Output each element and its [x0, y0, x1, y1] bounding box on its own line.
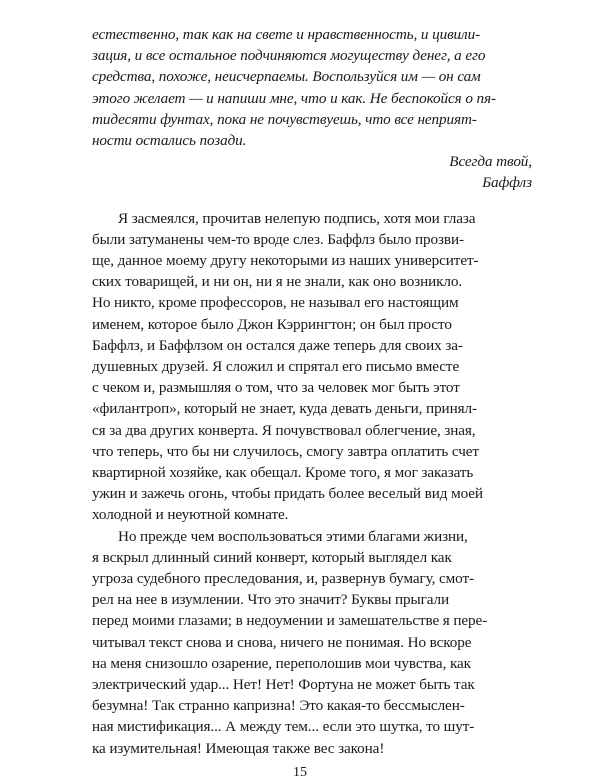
letter-line: тидесяти фунтах, пока не почувствуешь, что все неприят-: [92, 110, 477, 128]
paragraph-line: именем, которое было Джон Кэррингтон; он был просто: [92, 315, 452, 333]
letter-signature: Баффлз: [482, 174, 532, 192]
letter-line: зация, и все остальное подчиняются могуществу денег, а его: [92, 47, 486, 65]
letter-line: средства, похоже, неисчерпаемы. Воспользуйся им — он сам: [92, 68, 481, 86]
paragraph-line: читывал текст снова и снова, ничего не понимая. Но вскоре: [92, 633, 472, 651]
letter-line: ности остались позади.: [92, 132, 247, 149]
paragraph-line: я вскрыл длинный синий конверт, который выглядел как: [92, 548, 452, 566]
paragraph-line: Баффлз, и Баффлзом он остался даже теперь для своих за-: [92, 336, 463, 354]
paragraph-line: ная мистификация... А между тем... если это шутка, то шут-: [92, 718, 475, 736]
paragraph-line: Но никто, кроме профессоров, не называл его настоящим: [92, 294, 459, 312]
letter-line: этого желает — и напиши мне, что и как. Не беспокойся о пя-: [92, 89, 496, 107]
paragraph-line: безумна! Так странно капризна! Это какая-то бессмыслен-: [92, 697, 465, 715]
paragraph-line: с чеком и, размышляя о том, что за человек мог быть этот: [92, 379, 460, 397]
paragraph-line: ских товарищей, и ни он, ни я не знали, как оно возникло.: [92, 273, 463, 291]
page-number: 15: [293, 764, 307, 780]
paragraph-line: «филантроп», который не знает, куда девать деньги, принял-: [92, 400, 477, 418]
paragraph-line: рел на нее в изумлении. Что это значит? Буквы прыгали: [92, 591, 450, 609]
paragraph-line: ся за два других конверта. Я почувствовал облегчение, зная,: [92, 421, 476, 439]
letter-line: естественно, так как на свете и нравственность, и цивили-: [92, 26, 481, 43]
paragraph-line: Я засмеялся, прочитав нелепую подпись, хотя мои глаза: [118, 209, 476, 227]
paragraph-line: душевных друзей. Я сложил и спрятал его письмо вместе: [92, 358, 460, 375]
letter-closing: Всегда твой,: [449, 153, 532, 171]
paragraph-line: ще, данное моему другу некоторыми из наших университет-: [92, 252, 479, 269]
paragraph-line: ка изумительная! Имеющая также вес закона!: [92, 739, 385, 757]
paragraph-line: Но прежде чем воспользоваться этими благами жизни,: [118, 527, 468, 545]
paragraph-line: холодной и неуютной комнате.: [92, 506, 289, 524]
paragraph-line: угроза судебного преследования, и, развернув бумагу, смот-: [92, 570, 474, 587]
paragraph-line: электрический удар... Нет! Нет! Фортуна не может быть так: [92, 676, 475, 693]
paragraph-line: перед моими глазами; в недоумении и замешательстве я пере-: [92, 612, 488, 630]
paragraph-line: квартирной хозяйке, как обещал. Кроме того, я мог заказать: [92, 464, 474, 481]
paragraph-line: ужин и зажечь огонь, чтобы придать более веселый вид моей: [92, 485, 483, 503]
paragraph-line: что теперь, что бы ни случилось, смогу завтра оплатить счет: [92, 442, 479, 460]
paragraph-line: были затуманены чем-то вроде слез. Баффлз было прозви-: [92, 230, 464, 248]
paragraph-line: на меня снизошло озарение, переполошив мои чувства, как: [92, 654, 471, 672]
